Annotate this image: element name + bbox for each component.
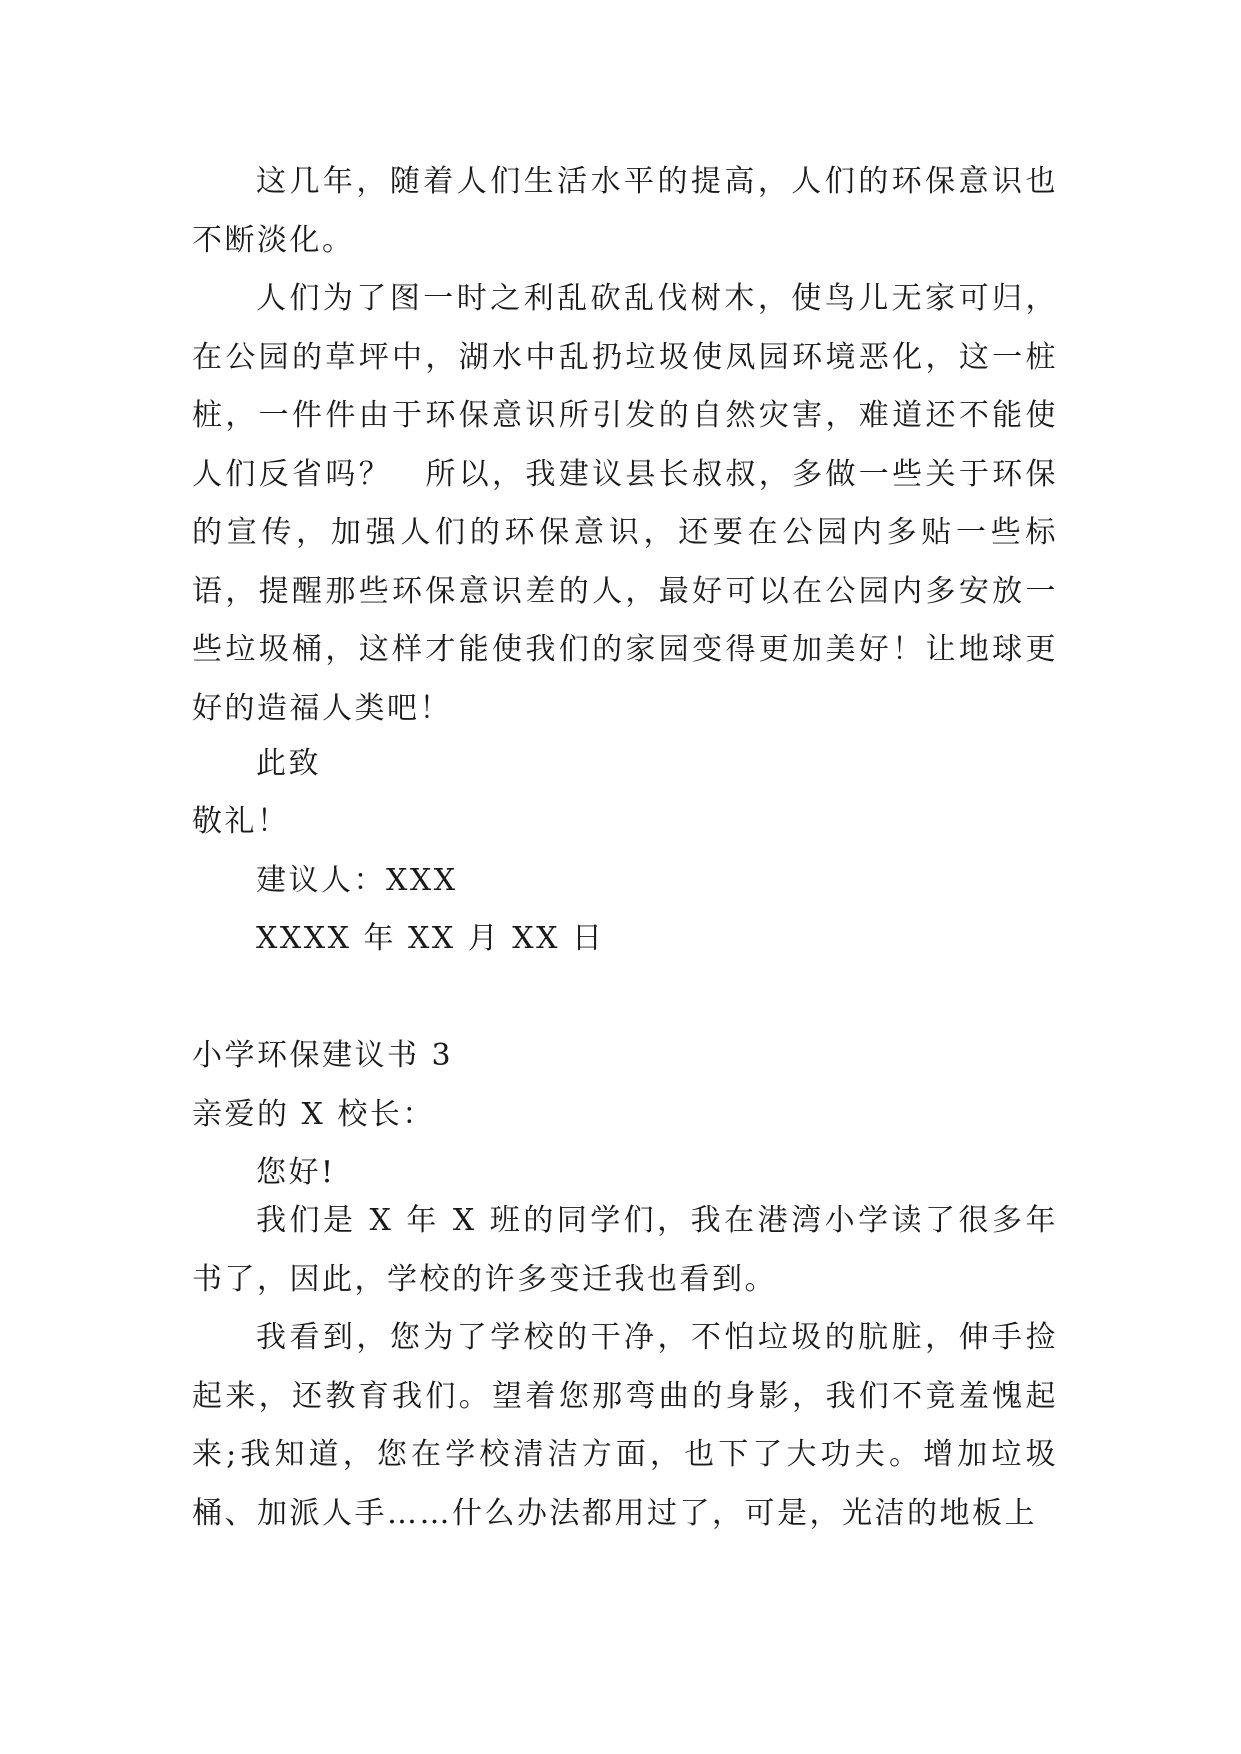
letter2-date: XXXX 年 XX 月 XX 日 xyxy=(256,921,605,956)
letter3-paragraph-1: 我们是 X 年 X 班的同学们，我在港湾小学读了很多年书了，因此，学校的许多变迁我也看到。 xyxy=(192,1203,1058,1297)
letter2-closing-2: 敬礼！ xyxy=(192,804,290,839)
letter2-paragraph-2: 人们为了图一时之利乱砍乱伐树木，使鸟儿无家可归，在公园的草坪中，湖水中乱扔垃圾使凤园环境恶化，这一桩桩，一件件由于环保意识所引发的自然灾害，难道还不能使人们反省吗？ 所以，我建议县长叔叔，多做一些关于环保的宣传，加强人们的环保意识，还要在公园内多贴一些标语，提醒那些环保意识差的人，最好可以在公园内多安放一些垃圾桶，这样才能使我们的家园变得更加美好！让地球更好的造福人类吧！ xyxy=(192,281,1058,726)
letter3-paragraph-2: 我看到，您为了学校的干净，不怕垃圾的肮脏，伸手捡起来，还教育我们。望着您那弯曲的身影，我们不竟羞愧起来;我知道，您在学校清洁方面，也下了大功夫。增加垃圾桶、加派人手……什么办法都用过了，可是，光洁的地板上 xyxy=(192,1320,1058,1531)
letter2-signature: 建议人：XXX xyxy=(256,863,458,898)
letter3-greeting: 您好! xyxy=(256,1155,336,1190)
letter2-closing-1: 此致 xyxy=(256,746,321,781)
letter2-paragraph-1: 这几年，随着人们生活水平的提高，人们的环保意识也不断淡化。 xyxy=(192,164,1058,258)
letter3-title: 小学环保建议书 3 xyxy=(192,1038,454,1073)
letter3-salutation: 亲爱的 X 校长： xyxy=(192,1097,435,1132)
